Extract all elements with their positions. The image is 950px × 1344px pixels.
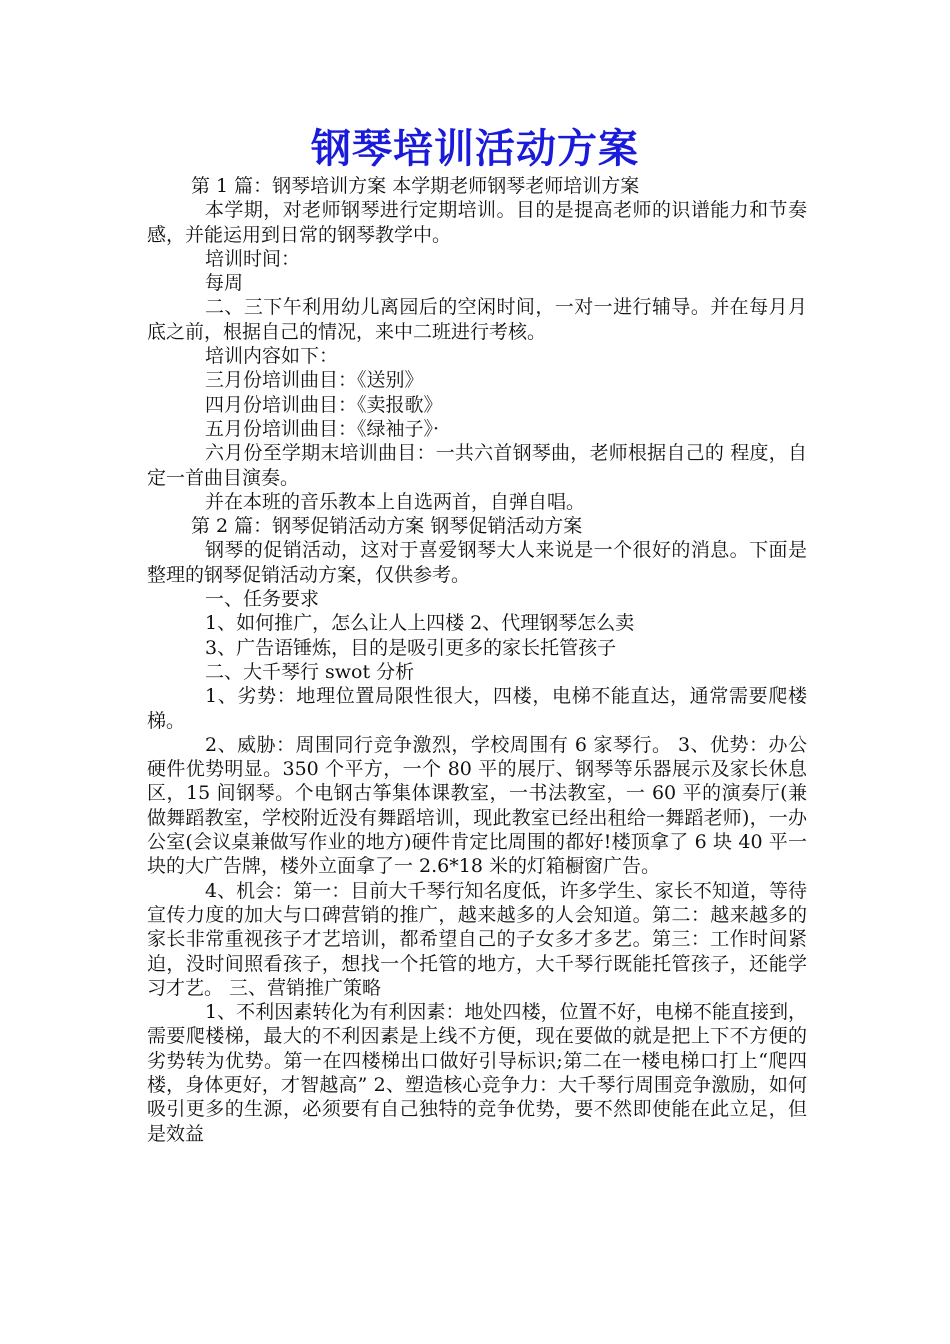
- paragraph: 4、机会：第一：目前大千琴行知名度低，许多学生、家长不知道，等待宣传力度的加大与口碑营销的推广，越来越多的人会知道。第二：越来越多的家长非常重视孩子才艺培训，都希望自己的子女多才多艺。第三：工作时间紧迫，没时间照看孩子，想找一个托管的地方，大千琴行既能托管孩子，还能学习才艺。 三、营销推广策略: [147, 879, 807, 999]
- paragraph: 1、如何推广，怎么让人上四楼 2、代理钢琴怎么卖: [205, 612, 635, 635]
- paragraph: 第 2 篇：钢琴促销活动方案 钢琴促销活动方案: [191, 515, 583, 538]
- paragraph: 钢琴的促销活动，这对于喜爱钢琴大人来说是一个很好的消息。下面是整理的钢琴促销活动方案，仅供参考。: [147, 539, 807, 586]
- paragraph: 三月份培训曲目：《送别》: [205, 369, 424, 392]
- paragraph: 本学期，对老师钢琴进行定期培训。目的是提高老师的识谱能力和节奏感，并能运用到日常的钢琴教学中。: [147, 199, 807, 246]
- paragraph: 二、三下午利用幼儿离园后的空闲时间，一对一进行辅导。并在每月月底之前，根据自己的情况，来中二班进行考核。: [147, 296, 807, 343]
- paragraph: 并在本班的音乐教本上自选两首，自弹自唱。: [205, 490, 586, 513]
- paragraph: 每周: [205, 272, 244, 295]
- paragraph: 二、大千琴行 swot 分析: [205, 660, 415, 683]
- paragraph: 四月份培训曲目：《卖报歌》: [205, 393, 443, 416]
- paragraph: 第 1 篇：钢琴培训方案 本学期老师钢琴老师培训方案: [191, 175, 640, 197]
- document-body: [147, 174, 807, 1146]
- paragraph: 培训内容如下：: [205, 345, 339, 368]
- paragraph: 一、任务要求: [205, 588, 320, 611]
- document-title: 钢琴培训活动方案: [311, 125, 639, 172]
- paragraph: 3、广告语锤炼，目的是吸引更多的家长托管孩子: [205, 636, 617, 659]
- paragraph: 1、不利因素转化为有利因素：地处四楼，位置不好，电梯不能直接到，需要爬楼梯，最大的不利因素是上线不方便，现在要做的就是把上下不方便的劣势转为优势。第一在四楼梯出口做好引导标识;第二在一楼电梯口打上“爬四楼，身体更好，才智越高” 2、塑造核心竞争力：大千琴行周围竞争激励，如何吸引更多的生源，必须要有自己独特的竞争优势，要不然即使能在此立足，但是效益: [147, 1001, 807, 1145]
- paragraph: 2、威胁：周围同行竞争激烈，学校周围有 6 家琴行。 3、优势：办公硬件优势明显。350 个平方，一个 80 平的展厅、钢琴等乐器展示及家长休息区，15 间钢琴。个电钢古筝集体课教室，一书法教室，一 60 平的演奏厅(兼做舞蹈教室，学校附近没有舞蹈培训，现此教室已经出租给一舞蹈老师)，一办公室(会议桌兼做写作业的地方)硬件肯定比周围的都好!楼顶拿了 6 块 40 平一块的大广告牌，楼外立面拿了一 2.6*18 米的灯箱橱窗广告。: [147, 733, 807, 878]
- paragraph: 六月份至学期末培训曲目：一共六首钢琴曲，老师根据自己的 程度，自定一首曲目演奏。: [147, 442, 807, 489]
- paragraph: 五月份培训曲目：《绿袖子》·: [205, 417, 440, 440]
- paragraph: 培训时间：: [205, 247, 301, 270]
- paragraph: 1、劣势：地理位置局限性很大，四楼，电梯不能直达，通常需要爬楼梯。: [147, 685, 807, 732]
